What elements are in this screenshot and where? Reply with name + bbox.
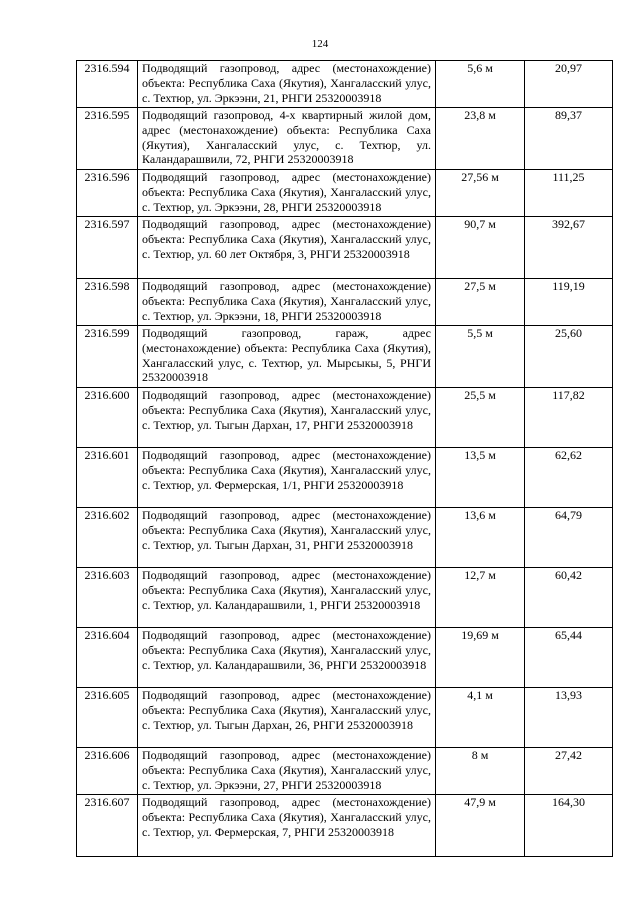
object-value: 64,79: [525, 508, 613, 568]
object-value: 119,19: [525, 279, 613, 326]
row-number: 2316.594: [77, 61, 138, 108]
row-number: 2316.596: [77, 170, 138, 217]
object-description: Подводящий газопровод, адрес (местонахождение) объекта: Республика Саха (Якутия), Хангаласский улус, с. Техтюр, ул. Эркээни, 28, РНГИ 25320003918: [138, 170, 436, 217]
row-number: 2316.602: [77, 508, 138, 568]
object-value: 13,93: [525, 688, 613, 748]
object-description: Подводящий газопровод, адрес (местонахождение) объекта: Республика Саха (Якутия), Хангаласский улус, с. Техтюр, ул. Каландарашвили, 36, РНГИ 25320003918: [138, 628, 436, 688]
object-value: 117,82: [525, 388, 613, 448]
pipeline-length: 13,6 м: [436, 508, 525, 568]
pipeline-length: 90,7 м: [436, 217, 525, 279]
object-description: Подводящий газопровод, адрес (местонахождение) объекта: Республика Саха (Якутия), Хангаласский улус, с. Техтюр, ул. 60 лет Октября, 3, РНГИ 25320003918: [138, 217, 436, 279]
row-number: 2316.601: [77, 448, 138, 508]
object-value: 60,42: [525, 568, 613, 628]
table-row: [77, 326, 613, 388]
object-description: Подводящий газопровод, адрес (местонахождение) объекта: Республика Саха (Якутия), Хангаласский улус, с. Техтюр, ул. Тыгын Дархан, 17, РНГИ 25320003918: [138, 388, 436, 448]
table-row: [77, 279, 613, 326]
object-value: 65,44: [525, 628, 613, 688]
row-number: 2316.603: [77, 568, 138, 628]
object-description: Подводящий газопровод, адрес (местонахождение) объекта: Республика Саха (Якутия), Хангаласский улус, с. Техтюр, ул. Фермерская, 7, РНГИ 25320003918: [138, 795, 436, 857]
row-number: 2316.606: [77, 748, 138, 795]
object-description: Подводящий газопровод, адрес (местонахождение) объекта: Республика Саха (Якутия), Хангаласский улус, с. Техтюр, ул. Эркээни, 27, РНГИ 25320003918: [138, 748, 436, 795]
row-number: 2316.599: [77, 326, 138, 388]
row-number: 2316.597: [77, 217, 138, 279]
object-value: 62,62: [525, 448, 613, 508]
row-number: 2316.605: [77, 688, 138, 748]
pipeline-length: 12,7 м: [436, 568, 525, 628]
pipeline-length: 25,5 м: [436, 388, 525, 448]
row-number: 2316.598: [77, 279, 138, 326]
row-number: 2316.600: [77, 388, 138, 448]
table-row: [77, 388, 613, 448]
page-number: 124: [311, 38, 329, 50]
object-description: Подводящий газопровод, адрес (местонахождение) объекта: Республика Саха (Якутия), Хангаласский улус, с. Техтюр, ул. Тыгын Дархан, 31, РНГИ 25320003918: [138, 508, 436, 568]
table-row: [77, 795, 613, 857]
object-value: 164,30: [525, 795, 613, 857]
pipeline-length: 5,6 м: [436, 61, 525, 108]
object-value: 25,60: [525, 326, 613, 388]
row-number: 2316.607: [77, 795, 138, 857]
pipeline-length: 27,56 м: [436, 170, 525, 217]
pipeline-length: 19,69 м: [436, 628, 525, 688]
object-description: Подводящий газопровод, 4-х квартирный жилой дом, адрес (местонахождение) объекта: Республика Саха (Якутия), Хангаласский улус, с. Техтюр, ул. Каландарашвили, 72, РНГИ 25320003918: [138, 108, 436, 170]
table-row: [77, 217, 613, 279]
object-value: 20,97: [525, 61, 613, 108]
pipeline-length: 4,1 м: [436, 688, 525, 748]
table-row: [77, 748, 613, 795]
object-value: 89,37: [525, 108, 613, 170]
object-description: Подводящий газопровод, адрес (местонахождение) объекта: Республика Саха (Якутия), Хангаласский улус, с. Техтюр, ул. Фермерская, 1/1, РНГИ 25320003918: [138, 448, 436, 508]
table-row: [77, 628, 613, 688]
object-description: Подводящий газопровод, адрес (местонахождение) объекта: Республика Саха (Якутия), Хангаласский улус, с. Техтюр, ул. Тыгын Дархан, 26, РНГИ 25320003918: [138, 688, 436, 748]
table-row: [77, 508, 613, 568]
property-registry-table: [76, 60, 613, 857]
object-value: 392,67: [525, 217, 613, 279]
pipeline-length: 8 м: [436, 748, 525, 795]
pipeline-length: 13,5 м: [436, 448, 525, 508]
row-number: 2316.604: [77, 628, 138, 688]
object-description: Подводящий газопровод, адрес (местонахождение) объекта: Республика Саха (Якутия), Хангаласский улус, с. Техтюр, ул. Эркээни, 21, РНГИ 25320003918: [138, 61, 436, 108]
object-value: 27,42: [525, 748, 613, 795]
table-row: [77, 688, 613, 748]
pipeline-length: 5,5 м: [436, 326, 525, 388]
object-value: 111,25: [525, 170, 613, 217]
pipeline-length: 47,9 м: [436, 795, 525, 857]
table-row: [77, 568, 613, 628]
pipeline-length: 23,8 м: [436, 108, 525, 170]
table-row: [77, 61, 613, 108]
pipeline-length: 27,5 м: [436, 279, 525, 326]
table-row: [77, 108, 613, 170]
object-description: Подводящий газопровод, гараж, адрес (местонахождение) объекта: Республика Саха (Якутия), Хангаласский улус, с. Техтюр, ул. Мырсыкы, 5, РНГИ 25320003918: [138, 326, 436, 388]
table-row: [77, 448, 613, 508]
object-description: Подводящий газопровод, адрес (местонахождение) объекта: Республика Саха (Якутия), Хангаласский улус, с. Техтюр, ул. Эркээни, 18, РНГИ 25320003918: [138, 279, 436, 326]
table-row: [77, 170, 613, 217]
row-number: 2316.595: [77, 108, 138, 170]
object-description: Подводящий газопровод, адрес (местонахождение) объекта: Республика Саха (Якутия), Хангаласский улус, с. Техтюр, ул. Каландарашвили, 1, РНГИ 25320003918: [138, 568, 436, 628]
